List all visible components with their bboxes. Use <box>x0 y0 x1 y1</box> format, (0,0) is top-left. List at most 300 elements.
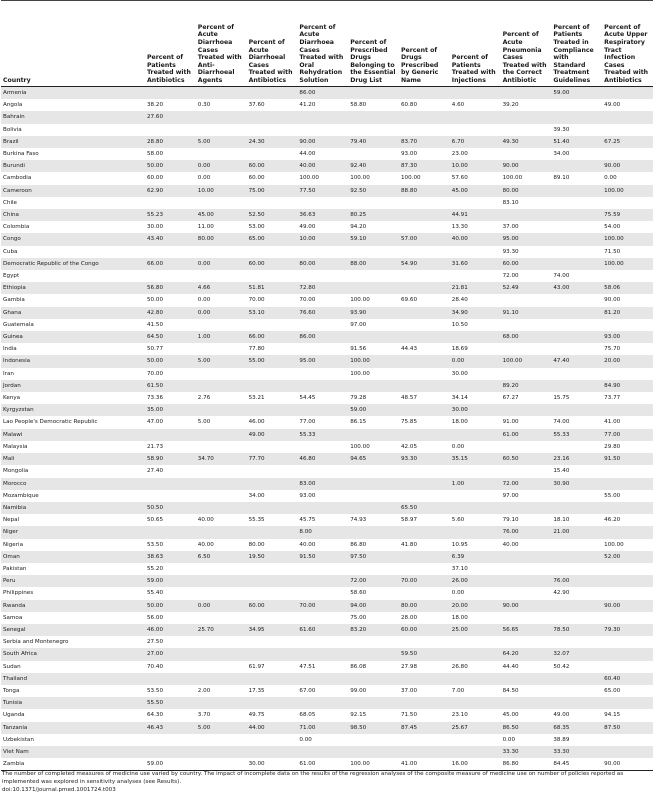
value-cell <box>602 465 653 477</box>
value-cell <box>348 746 399 758</box>
table-row <box>1 490 653 502</box>
value-cell: 28.80 <box>145 136 196 148</box>
value-cell <box>551 563 602 575</box>
country-cell: Malawi <box>1 429 145 441</box>
value-cell <box>602 587 653 599</box>
value-cell: 8.00 <box>297 526 348 538</box>
table-row <box>1 343 653 355</box>
value-cell: 59.50 <box>399 648 450 660</box>
value-cell <box>399 355 450 367</box>
value-cell: 20.00 <box>450 600 501 612</box>
value-cell: 60.80 <box>399 99 450 111</box>
value-cell: 71.50 <box>399 709 450 721</box>
value-cell <box>450 246 501 258</box>
value-cell: 55.35 <box>247 514 298 526</box>
value-cell <box>297 368 348 380</box>
value-cell <box>602 319 653 331</box>
value-cell: 47.40 <box>551 355 602 367</box>
value-cell <box>501 368 552 380</box>
value-cell: 76.00 <box>501 526 552 538</box>
table-row <box>1 124 653 136</box>
value-cell: 77.50 <box>297 185 348 197</box>
value-cell: 84.45 <box>551 758 602 771</box>
value-cell: 44.00 <box>247 722 298 734</box>
value-cell <box>145 490 196 502</box>
value-cell: 41.00 <box>602 416 653 428</box>
value-cell: 25.67 <box>450 722 501 734</box>
value-cell <box>602 648 653 660</box>
value-cell <box>247 441 298 453</box>
value-cell <box>602 87 653 100</box>
value-cell: 28.00 <box>399 612 450 624</box>
value-cell <box>196 697 247 709</box>
value-cell: 64.20 <box>501 648 552 660</box>
value-cell <box>450 673 501 685</box>
value-cell: 60.00 <box>247 600 298 612</box>
table-row <box>1 526 653 538</box>
value-cell: 77.00 <box>602 429 653 441</box>
column-header-country: Country <box>1 1 145 87</box>
value-cell: 43.40 <box>145 233 196 245</box>
value-cell <box>450 734 501 746</box>
value-cell: 54.45 <box>297 392 348 404</box>
value-cell <box>348 111 399 123</box>
value-cell: 68.00 <box>501 331 552 343</box>
value-cell <box>145 429 196 441</box>
value-cell <box>348 246 399 258</box>
value-cell: 56.80 <box>145 282 196 294</box>
value-cell: 13.30 <box>450 221 501 233</box>
value-cell: 52.49 <box>501 282 552 294</box>
value-cell: 80.00 <box>501 185 552 197</box>
table-row <box>1 697 653 709</box>
value-cell: 53.50 <box>145 685 196 697</box>
value-cell: 18.10 <box>551 514 602 526</box>
table-row <box>1 380 653 392</box>
value-cell: 91.00 <box>501 416 552 428</box>
value-cell <box>247 502 298 514</box>
value-cell <box>348 270 399 282</box>
value-cell: 65.00 <box>247 233 298 245</box>
value-cell <box>501 612 552 624</box>
value-cell: 50.65 <box>145 514 196 526</box>
value-cell <box>551 600 602 612</box>
value-cell <box>247 587 298 599</box>
value-cell: 51.81 <box>247 282 298 294</box>
country-cell: Malaysia <box>1 441 145 453</box>
value-cell: 58.06 <box>602 282 653 294</box>
value-cell <box>399 331 450 343</box>
value-cell <box>551 319 602 331</box>
value-cell: 50.50 <box>145 502 196 514</box>
table-row <box>1 258 653 270</box>
table-row <box>1 355 653 367</box>
table-row <box>1 539 653 551</box>
value-cell <box>551 246 602 258</box>
value-cell: 21.00 <box>551 526 602 538</box>
value-cell: 49.00 <box>602 99 653 111</box>
value-cell <box>399 221 450 233</box>
table-row <box>1 685 653 697</box>
value-cell <box>348 563 399 575</box>
value-cell: 0.00 <box>450 441 501 453</box>
value-cell: 21.73 <box>145 441 196 453</box>
table-row <box>1 709 653 721</box>
value-cell <box>602 612 653 624</box>
value-cell <box>196 478 247 490</box>
country-cell: Oman <box>1 551 145 563</box>
value-cell <box>196 87 247 100</box>
value-cell <box>196 197 247 209</box>
table-row <box>1 233 653 245</box>
value-cell <box>399 673 450 685</box>
value-cell <box>399 246 450 258</box>
country-cell: Zambia <box>1 758 145 771</box>
value-cell: 10.95 <box>450 539 501 551</box>
table-row <box>1 746 653 758</box>
value-cell: 30.00 <box>450 368 501 380</box>
value-cell <box>247 368 298 380</box>
value-cell <box>551 307 602 319</box>
value-cell: 70.00 <box>297 600 348 612</box>
value-cell <box>196 575 247 587</box>
column-header: Percent of Acute Diarrhoea Cases Treated with Oral Rehydration Solution <box>297 1 348 87</box>
value-cell <box>247 465 298 477</box>
country-cell: Bolivia <box>1 124 145 136</box>
value-cell: 71.00 <box>297 722 348 734</box>
value-cell: 0.00 <box>297 734 348 746</box>
value-cell <box>247 648 298 660</box>
value-cell <box>145 673 196 685</box>
value-cell: 94.00 <box>348 600 399 612</box>
value-cell <box>399 404 450 416</box>
value-cell <box>399 111 450 123</box>
value-cell <box>450 331 501 343</box>
value-cell <box>602 697 653 709</box>
value-cell: 100.00 <box>501 355 552 367</box>
value-cell: 59.00 <box>145 575 196 587</box>
table-footnote <box>2 771 652 794</box>
value-cell <box>551 294 602 306</box>
value-cell: 61.00 <box>501 429 552 441</box>
value-cell <box>551 685 602 697</box>
country-cell: Pakistan <box>1 563 145 575</box>
country-cell: Sudan <box>1 661 145 673</box>
value-cell <box>348 490 399 502</box>
value-cell: 86.50 <box>501 722 552 734</box>
table-row <box>1 600 653 612</box>
value-cell <box>247 478 298 490</box>
value-cell <box>501 124 552 136</box>
value-cell <box>450 197 501 209</box>
value-cell: 97.50 <box>348 551 399 563</box>
value-cell: 36.63 <box>297 209 348 221</box>
value-cell: 35.15 <box>450 453 501 465</box>
value-cell <box>247 563 298 575</box>
table-row <box>1 441 653 453</box>
value-cell <box>551 160 602 172</box>
country-cell: India <box>1 343 145 355</box>
value-cell <box>348 636 399 648</box>
column-header: Percent of Acute Diarrhoea Cases Treated with Anti-Diarrhoeal Agents <box>196 1 247 87</box>
table-row <box>1 404 653 416</box>
value-cell: 90.00 <box>602 294 653 306</box>
value-cell <box>602 502 653 514</box>
country-cell: Ghana <box>1 307 145 319</box>
value-cell: 70.00 <box>297 294 348 306</box>
value-cell: 46.43 <box>145 722 196 734</box>
value-cell <box>551 490 602 502</box>
table-row <box>1 758 653 771</box>
value-cell <box>450 124 501 136</box>
value-cell <box>196 270 247 282</box>
value-cell: 77.00 <box>297 416 348 428</box>
value-cell: 1.00 <box>196 331 247 343</box>
value-cell <box>247 734 298 746</box>
value-cell: 45.00 <box>501 709 552 721</box>
country-cell: Guatemala <box>1 319 145 331</box>
country-cell: Armenia <box>1 87 145 100</box>
value-cell <box>196 465 247 477</box>
country-cell: Bahrain <box>1 111 145 123</box>
value-cell <box>145 87 196 100</box>
value-cell: 92.40 <box>348 160 399 172</box>
value-cell: 100.00 <box>501 172 552 184</box>
value-cell <box>450 429 501 441</box>
column-header: Percent of Patients Treated with Injections <box>450 1 501 87</box>
value-cell: 55.50 <box>145 697 196 709</box>
value-cell: 60.00 <box>247 258 298 270</box>
value-cell <box>196 746 247 758</box>
value-cell: 93.00 <box>399 148 450 160</box>
table-row <box>1 502 653 514</box>
country-cell: Morocco <box>1 478 145 490</box>
value-cell <box>297 246 348 258</box>
value-cell: 92.50 <box>348 185 399 197</box>
value-cell: 37.00 <box>399 685 450 697</box>
value-cell: 66.00 <box>247 331 298 343</box>
column-header: Percent of Patients Treated in Compliance with Standard Treatment Guidelines <box>551 1 602 87</box>
value-cell <box>450 380 501 392</box>
value-cell: 37.00 <box>501 221 552 233</box>
value-cell: 52.50 <box>247 209 298 221</box>
value-cell: 60.50 <box>501 453 552 465</box>
value-cell <box>297 563 348 575</box>
value-cell: 67.27 <box>501 392 552 404</box>
value-cell: 64.50 <box>145 331 196 343</box>
value-cell <box>399 746 450 758</box>
value-cell: 5.00 <box>196 355 247 367</box>
value-cell: 70.00 <box>145 368 196 380</box>
value-cell <box>602 526 653 538</box>
value-cell: 48.57 <box>399 392 450 404</box>
column-header: Percent of Acute Diarrhoeal Cases Treated with Antibiotics <box>247 1 298 87</box>
value-cell <box>196 124 247 136</box>
table-row <box>1 673 653 685</box>
table-row <box>1 514 653 526</box>
value-cell <box>551 697 602 709</box>
value-cell: 26.80 <box>450 661 501 673</box>
value-cell: 98.50 <box>348 722 399 734</box>
value-cell: 84.90 <box>602 380 653 392</box>
value-cell <box>196 246 247 258</box>
value-cell <box>602 661 653 673</box>
country-cell: Cameroon <box>1 185 145 197</box>
table-row <box>1 136 653 148</box>
value-cell: 24.30 <box>247 136 298 148</box>
value-cell: 100.00 <box>348 355 399 367</box>
table-row <box>1 368 653 380</box>
table-row <box>1 160 653 172</box>
value-cell: 39.30 <box>551 124 602 136</box>
value-cell: 55.40 <box>145 587 196 599</box>
value-cell <box>348 673 399 685</box>
value-cell <box>399 465 450 477</box>
footnote-text: The number of completed measures of medicine use varied by country. The impact of incomplete data on the results of the regression analyses of the composite measure of medicine use on number of policies reported as implemented was explored in sensitivity analyses (see Results). <box>2 771 624 785</box>
value-cell <box>247 87 298 100</box>
value-cell: 79.28 <box>348 392 399 404</box>
table-row <box>1 197 653 209</box>
value-cell: 68.35 <box>551 722 602 734</box>
value-cell: 99.00 <box>348 685 399 697</box>
value-cell: 78.50 <box>551 624 602 636</box>
value-cell: 94.15 <box>602 709 653 721</box>
value-cell: 6.70 <box>450 136 501 148</box>
country-cell: Ethiopia <box>1 282 145 294</box>
value-cell <box>196 111 247 123</box>
value-cell: 15.75 <box>551 392 602 404</box>
value-cell: 27.00 <box>145 648 196 660</box>
value-cell: 38.63 <box>145 551 196 563</box>
value-cell <box>551 636 602 648</box>
value-cell: 52.00 <box>602 551 653 563</box>
value-cell: 54.00 <box>602 221 653 233</box>
value-cell: 49.00 <box>247 429 298 441</box>
value-cell: 40.00 <box>450 233 501 245</box>
value-cell: 46.00 <box>145 624 196 636</box>
country-cell: Lao People's Democratic Republic <box>1 416 145 428</box>
value-cell: 40.00 <box>501 539 552 551</box>
value-cell: 34.70 <box>196 453 247 465</box>
value-cell <box>348 148 399 160</box>
table-row <box>1 416 653 428</box>
value-cell <box>450 648 501 660</box>
value-cell: 58.60 <box>348 587 399 599</box>
table-row <box>1 148 653 160</box>
value-cell: 33.30 <box>501 746 552 758</box>
value-cell <box>399 734 450 746</box>
value-cell <box>196 368 247 380</box>
value-cell: 72.80 <box>297 282 348 294</box>
value-cell <box>399 270 450 282</box>
value-cell <box>348 734 399 746</box>
value-cell <box>501 587 552 599</box>
value-cell <box>145 478 196 490</box>
value-cell <box>551 258 602 270</box>
value-cell: 86.00 <box>297 87 348 100</box>
value-cell <box>602 148 653 160</box>
value-cell <box>348 697 399 709</box>
value-cell: 67.00 <box>297 685 348 697</box>
table-row <box>1 185 653 197</box>
value-cell: 53.00 <box>247 221 298 233</box>
value-cell <box>348 429 399 441</box>
value-cell <box>551 404 602 416</box>
value-cell: 61.50 <box>145 380 196 392</box>
value-cell: 77.80 <box>247 343 298 355</box>
country-cell: Colombia <box>1 221 145 233</box>
value-cell: 57.60 <box>450 172 501 184</box>
table-row <box>1 734 653 746</box>
value-cell: 4.66 <box>196 282 247 294</box>
value-cell: 88.80 <box>399 185 450 197</box>
table-row <box>1 661 653 673</box>
value-cell <box>196 380 247 392</box>
country-cell: Iran <box>1 368 145 380</box>
value-cell <box>602 270 653 282</box>
value-cell <box>196 319 247 331</box>
value-cell: 59.00 <box>348 404 399 416</box>
value-cell: 93.00 <box>602 331 653 343</box>
value-cell <box>501 551 552 563</box>
value-cell: 11.00 <box>196 221 247 233</box>
value-cell <box>247 612 298 624</box>
value-cell: 89.20 <box>501 380 552 392</box>
value-cell: 5.00 <box>196 416 247 428</box>
value-cell <box>551 343 602 355</box>
value-cell <box>196 343 247 355</box>
value-cell <box>348 87 399 100</box>
country-cell: Burundi <box>1 160 145 172</box>
value-cell: 44.43 <box>399 343 450 355</box>
value-cell <box>399 563 450 575</box>
value-cell: 55.00 <box>602 490 653 502</box>
value-cell: 76.00 <box>551 575 602 587</box>
value-cell: 76.60 <box>297 307 348 319</box>
table-row <box>1 319 653 331</box>
table-header <box>1 1 653 87</box>
value-cell <box>399 87 450 100</box>
value-cell: 41.80 <box>399 539 450 551</box>
value-cell <box>602 111 653 123</box>
table-row <box>1 722 653 734</box>
value-cell: 42.90 <box>551 587 602 599</box>
value-cell: 50.00 <box>145 294 196 306</box>
value-cell: 0.00 <box>196 172 247 184</box>
value-cell <box>501 441 552 453</box>
value-cell: 50.77 <box>145 343 196 355</box>
value-cell: 41.50 <box>145 319 196 331</box>
value-cell: 100.00 <box>297 172 348 184</box>
value-cell <box>602 124 653 136</box>
value-cell <box>247 746 298 758</box>
country-cell: Cuba <box>1 246 145 258</box>
value-cell: 86.80 <box>348 539 399 551</box>
value-cell: 19.50 <box>247 551 298 563</box>
value-cell <box>145 746 196 758</box>
value-cell: 60.00 <box>145 172 196 184</box>
value-cell <box>551 441 602 453</box>
value-cell <box>551 197 602 209</box>
value-cell: 75.00 <box>247 185 298 197</box>
value-cell <box>450 746 501 758</box>
value-cell: 74.00 <box>551 270 602 282</box>
country-cell: Congo <box>1 233 145 245</box>
value-cell: 94.65 <box>348 453 399 465</box>
value-cell <box>602 478 653 490</box>
value-cell <box>501 343 552 355</box>
value-cell <box>196 441 247 453</box>
